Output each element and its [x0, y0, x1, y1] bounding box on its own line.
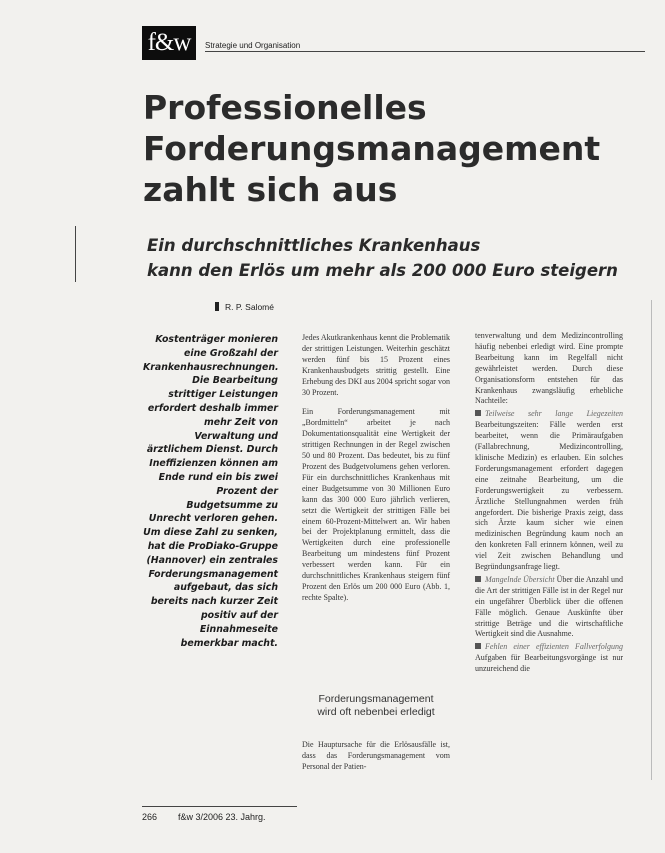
footer-rule [142, 806, 297, 807]
section-label: Strategie und Organisation [205, 41, 301, 50]
journal-reference: f&w 3/2006 23. Jahrg. [178, 812, 266, 822]
margin-mark [75, 226, 76, 282]
body-column-2-continued [302, 740, 450, 782]
paragraph: tenverwaltung und dem Medizincontrolling häufig nebenbei erledigt wird. Eine prompte Bearbeitung kann im Regelfall nicht gewährleistet werden. Durch diese Organisationsform entstehen für das Krankenhaus zwangsläufig erhebliche Nachteile: [475, 331, 623, 406]
bullet-item [475, 409, 623, 573]
bullet-keyword: Mangelnde Übersicht [485, 574, 555, 584]
title-line: zahlt sich aus [143, 170, 398, 209]
subtitle-line: Ein durchschnittliches Krankenhaus [147, 236, 481, 255]
subheading-line: Forderungsmanagement [318, 693, 434, 705]
bullet-square-icon [475, 576, 481, 582]
article-subtitle [147, 233, 647, 283]
bullet-keyword: Fehlen einer effizienten Fallverfolgung [485, 642, 623, 652]
title-line: Professionelles [143, 88, 427, 127]
bullet-text: Aufgaben für Bearbeitungsvorgänge ist nur unzureichend die [475, 653, 623, 674]
bullet-text: Bearbeitungszeiten: Fälle werden erst bearbeitet, wenn die Primäraufgaben (Fallabrechnung, Medizincontrolling, klinische Medizin) es erlauben. Ein solches Forderungsmanagement erfordert dagegen eine zeitnahe Bearbeitung, um die Forderungswertigkeit zu verbessern. Ärztliche Stellungnahmen werden früh angefordert. Die bisherige Praxis zeigt, dass sich Ärzte kaum sicher wie einen medizinischen Begründung kaum noch an den konkreten Fall erinnern können, weil zu viel Zeit zwischen Behandlung und Begründungsanfrage liegt. [475, 420, 623, 572]
paragraph: Die Hauptursache für die Erlösausfälle ist, dass das Forderungsmanagement vom Personal der Patien- [302, 740, 450, 771]
subtitle-line: kann den Erlös um mehr als 200 000 Euro steigern [147, 261, 618, 280]
page-number: 266 [142, 812, 158, 822]
bullet-square-icon [475, 410, 481, 416]
body-column-3 [475, 331, 623, 677]
paragraph: Ein Forderungsmanagement mit „Bordmitteln“ arbeitet je nach Dokumentationsqualität eine Wertigkeit der strittigen Rechnungen in der Regel zwischen 50 und 80 Prozent. Das bedeutet, bis zu fünf Prozent des Budgetvolumens gehen verloren. Für ein durchschnittliches Krankenhaus mit einer Budgetsumme von 30 Millionen Euro kann das 300 000 Euro jährlich verlieren, setzt die Wertigkeit der strittigen Fälle bei einem 60-Prozent-Mittelwert an. Wir haben bei der Projektplanung ermittelt, dass die Wertigkeiten durch eine professionelle Bearbeitung um mindestens fünf Prozent verbessert werden kann. Für ein durchschnittliches Krankenhaus steigern fünf Prozent den Erlös um 200 000 Euro (Abb. 1, rechte Spalte). [302, 407, 450, 602]
author-bullet-icon [215, 302, 219, 311]
journal-logo: f&w [142, 26, 196, 60]
article-title [143, 87, 643, 210]
body-column-2 [302, 333, 450, 613]
bullet-item [475, 642, 623, 675]
lead-paragraph: Kostenträger monieren eine Großzahl der Krankenhausrechnungen. Die Bearbeitung strittiger Leistungen erfordert deshalb immer mehr Zeit von Verwaltung und ärztlichem Dienst. Durch Ineffizienzen können am Ende rund ein bis zwei Prozent der Budgetsumme zu Unrecht verloren gehen. Um diese Zahl zu senken, hat die ProDiako-Gruppe (Hannover) ein zentrales Forderungsmanagement aufgebaut, das sich bereits nach kurzer Zeit positiv auf der Einnahmeseite bemerkbar macht. [143, 334, 279, 649]
paragraph: Jedes Akutkrankenhaus kennt die Problematik der strittigen Leistungen. Weiterhin geschätzt werden fünf bis 15 Prozent eines Krankenhausbudgets strittig gestellt. Eine Erhebung des DKI aus 2004 spricht sogar von 30 Prozent. [302, 333, 450, 397]
header-rule [205, 51, 645, 52]
bullet-item [475, 575, 623, 640]
title-line: Forderungsmanagement [143, 129, 601, 168]
section-subheading [302, 693, 450, 719]
bullet-square-icon [475, 643, 481, 649]
page-edge-line [651, 300, 652, 780]
subheading-line: wird oft nebenbei erledigt [317, 706, 435, 718]
author-line [215, 302, 274, 312]
bullet-keyword: Teilweise sehr lange Liegezeiten [485, 409, 623, 419]
bullet-text: Über die Anzahl und die Art der strittigen Fälle ist in der Regel nur ein ungefährer Überblick über die offenen Fälle möglich. Genaue Auskünfte über strittige Beträge und die wirtschaftliche Wertigkeit sind die Ausnahme. [475, 574, 623, 639]
author-name: R. P. Salomé [225, 302, 274, 312]
